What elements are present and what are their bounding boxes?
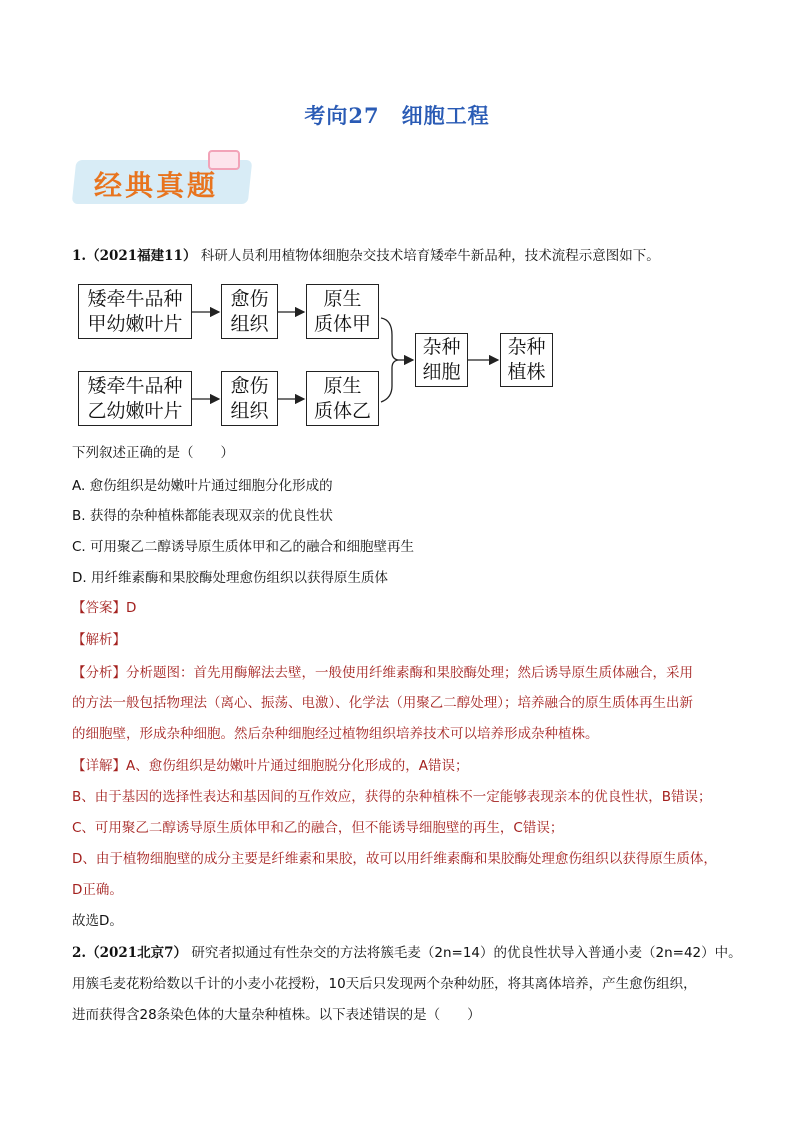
flow-box-callus-a: 愈伤 组织 (221, 284, 278, 339)
analysis-line: C、可用聚乙二醇诱导原生质体甲和乙的融合，但不能诱导细胞壁的再生，C错误； (72, 820, 564, 836)
flow-box-protoplast-a: 原生 质体甲 (306, 284, 379, 339)
analysis-line: 的细胞壁，形成杂种细胞。然后杂种细胞经过植物组织培养技术可以培养形成杂种植株。 (72, 726, 599, 742)
question-2-stem (72, 943, 742, 963)
answer-line: 【答案】D (72, 600, 137, 616)
flow-box-leaf-a: 矮牵牛品种 甲幼嫩叶片 (78, 284, 192, 339)
brace-icon (381, 318, 398, 402)
option-b: B. 获得的杂种植株都能表现双亲的优良性状 (72, 508, 333, 524)
question-1-number: 1.（2021福建11） (72, 248, 197, 264)
analysis-line: D正确。 (72, 882, 123, 898)
page-title: 考向27 细胞工程 (304, 103, 490, 128)
option-d: D. 用纤维素酶和果胶酶处理愈伤组织以获得原生质体 (72, 570, 388, 586)
option-a: A. 愈伤组织是幼嫩叶片通过细胞分化形成的 (72, 478, 333, 494)
analysis-line: B、由于基因的选择性表达和基因间的互作效应，获得的杂种植株不一定能够表现亲本的优良性状，B错误； (72, 789, 712, 805)
question-2-text: 研究者拟通过有性杂交的方法将簇毛麦（2n=14）的优良性状导入普通小麦（2n=42）中。 (191, 945, 742, 961)
analysis-line: 【详解】A、愈伤组织是幼嫩叶片通过细胞脱分化形成的，A错误； (72, 758, 469, 774)
flow-box-protoplast-b: 原生 质体乙 (306, 371, 379, 426)
question-2-number: 2.（2021北京7） (72, 945, 188, 961)
analysis-line: 的方法一般包括物理法（离心、振荡、电激）、化学法（用聚乙二醇处理）；培养融合的原生质体再生出新 (72, 695, 693, 711)
analysis-heading: 【解析】 (72, 632, 126, 648)
question-1-ask: 下列叙述正确的是（ ） (72, 445, 234, 461)
analysis-line: 【分析】分析题图：首先用酶解法去壁，一般使用纤维素酶和果胶酶处理；然后诱导原生质体融合，采用 (72, 665, 693, 681)
flow-box-leaf-b: 矮牵牛品种 乙幼嫩叶片 (78, 371, 192, 426)
flow-box-hybrid-plant: 杂种 植株 (500, 333, 553, 387)
question-2-line: 进而获得含28条染色体的大量杂种植株。以下表述错误的是（ ） (72, 1007, 481, 1023)
flow-box-hybrid-cell: 杂种 细胞 (415, 333, 468, 387)
question-2-line: 用簇毛麦花粉给数以千计的小麦小花授粉，10天后只发现两个杂种幼胚，将其离体培养，产生愈伤组织， (72, 976, 697, 992)
analysis-conclusion: 故选D。 (72, 913, 123, 929)
flow-arrows (0, 0, 794, 460)
flow-box-callus-b: 愈伤 组织 (221, 371, 278, 426)
analysis-line: D、由于植物细胞壁的成分主要是纤维素和果胶，故可以用纤维素酶和果胶酶处理愈伤组织以获得原生质体， (72, 851, 717, 867)
question-1-text: 科研人员利用植物体细胞杂交技术培育矮牵牛新品种，技术流程示意图如下。 (200, 248, 660, 264)
option-c: C. 可用聚乙二醇诱导原生质体甲和乙的融合和细胞壁再生 (72, 539, 415, 555)
banner-label: 经典真题 (94, 169, 219, 202)
